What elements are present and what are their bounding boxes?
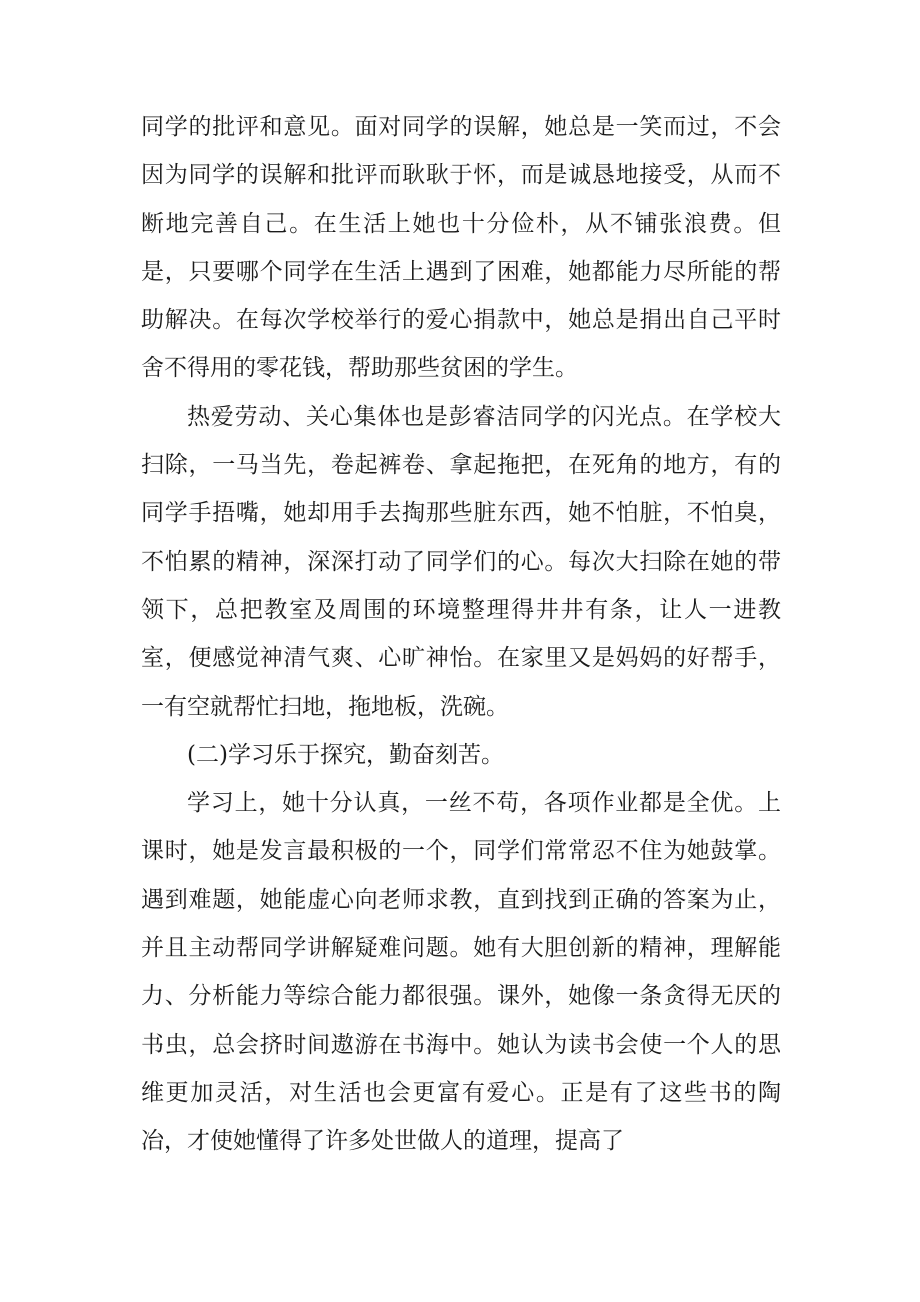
paragraph-continuation: 同学的批评和意见。面对同学的误解，她总是一笑而过，不会因为同学的误解和批评而耿耿于怀，而是诚恳地接受，从而不断地完善自己。在生活上她也十分俭朴，从不铺张浪费。但是，只要哪个同学在生活上遇到了困难，她都能力尽所能的帮助解决。在每次学校举行的爱心捐款中，她总是捐出自己平时舍不得用的零花钱，帮助那些贫困的学生。 [141, 114, 781, 382]
paragraph-labor: 热爱劳动、关心集体也是彭睿洁同学的闪光点。在学校大扫除，一马当先，卷起裤卷、拿起拖把，在死角的地方，有的同学手捂嘴，她却用手去掏那些脏东西，她不怕脏，不怕臭，不怕累的精神，深深打动了同学们的心。每次大扫除在她的带领下，总把教室及周围的环境整理得井井有条，让人一进教室，便感觉神清气爽、心旷神怡。在家里又是妈妈的好帮手，一有空就帮忙扫地，拖地板，洗碗。 [141, 403, 781, 720]
document-body [141, 103, 781, 1166]
paragraph-study: 学习上，她十分认真，一丝不苟，各项作业都是全优。上课时，她是发言最积极的一个，同学们常常忍不住为她鼓掌。遇到难题，她能虚心向老师求教，直到找到正确的答案为止，并且主动帮同学讲解疑难问题。她有大胆创新的精神，理解能力、分析能力等综合能力都很强。课外，她像一条贪得无厌的书虫，总会挤时间遨游在书海中。她认为读书会使一个人的思维更加灵活，对生活也会更富有爱心。正是有了这些书的陶冶，才使她懂得了许多处世做人的道理，提高了 [141, 790, 781, 1155]
section-heading-study: (二)学习乐于探究，勤奋刻苦。 [187, 741, 504, 768]
